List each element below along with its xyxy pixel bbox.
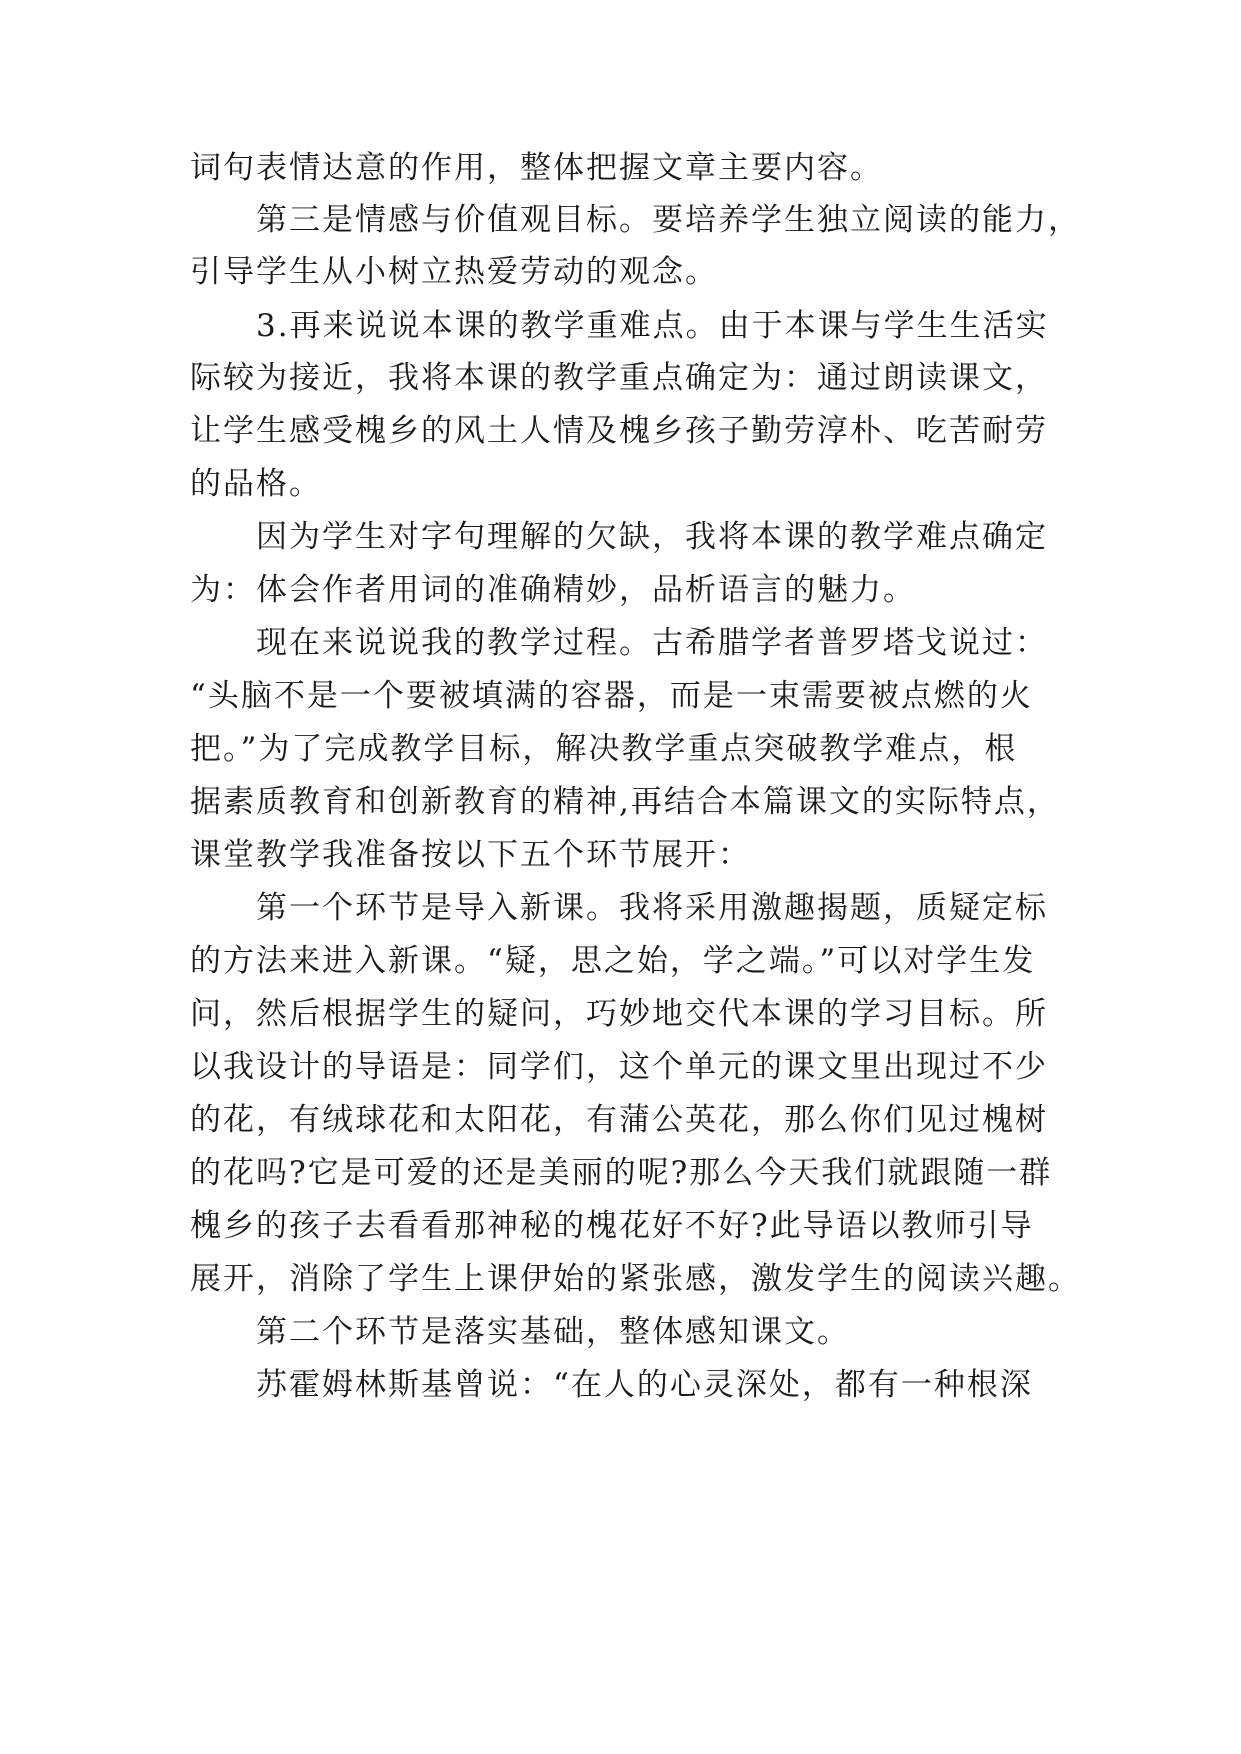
text-line: 把。”为了完成教学目标，解决教学重点突破教学难点，根 — [190, 731, 1018, 767]
text-line: 第三是情感与价值观目标。要培养学生独立阅读的能力， — [256, 202, 1081, 238]
text-line: 为：体会作者用词的准确精妙，品析语言的魅力。 — [190, 572, 916, 608]
text-line: 的品格。 — [190, 466, 322, 502]
text-line: 词句表情达意的作用，整体把握文章主要内容。 — [190, 150, 883, 186]
text-line: 的花吗?它是可爱的还是美丽的呢?那么今天我们就跟随一群 — [190, 1155, 1053, 1191]
text-line: 以我设计的导语是：同学们，这个单元的课文里出现过不少 — [190, 1049, 1048, 1085]
text-line: 引导学生从小树立热爱劳动的观念。 — [190, 254, 718, 290]
text-line: 的花，有绒球花和太阳花，有蒲公英花，那么你们见过槐树 — [190, 1102, 1048, 1138]
text-line: 据素质教育和创新教育的精神,再结合本篇课文的实际特点， — [190, 784, 1060, 820]
text-line: 的方法来进入新课。“疑，思之始，学之端。”可以对学生发 — [190, 943, 1036, 979]
text-line: 第二个环节是落实基础，整体感知课文。 — [256, 1314, 850, 1350]
text-line: 让学生感受槐乡的风土人情及槐乡孩子勤劳淳朴、吃苦耐劳 — [190, 413, 1048, 449]
text-line: “头脑不是一个要被填满的容器，而是一束需要被点燃的火 — [190, 678, 1033, 714]
text-line: 课堂教学我准备按以下五个环节展开： — [190, 837, 751, 873]
text-line: 3.再来说说本课的教学重难点。由于本课与学生生活实 — [256, 308, 1049, 344]
text-line: 苏霍姆林斯基曾说：“在人的心灵深处，都有一种根深 — [256, 1367, 1033, 1403]
text-line: 因为学生对字句理解的欠缺，我将本课的教学难点确定 — [256, 519, 1048, 555]
text-line: 槐乡的孩子去看看那神秘的槐花好不好?此导语以教师引导 — [190, 1208, 1034, 1244]
text-line: 展开，消除了学生上课伊始的紧张感，激发学生的阅读兴趣。 — [190, 1261, 1081, 1297]
text-line: 第一个环节是导入新课。我将采用激趣揭题，质疑定标 — [256, 890, 1048, 926]
text-line: 际较为接近，我将本课的教学重点确定为：通过朗读课文， — [190, 360, 1048, 396]
text-line: 现在来说说我的教学过程。古希腊学者普罗塔戈说过： — [256, 625, 1048, 661]
text-line: 问，然后根据学生的疑问，巧妙地交代本课的学习目标。所 — [190, 996, 1048, 1032]
